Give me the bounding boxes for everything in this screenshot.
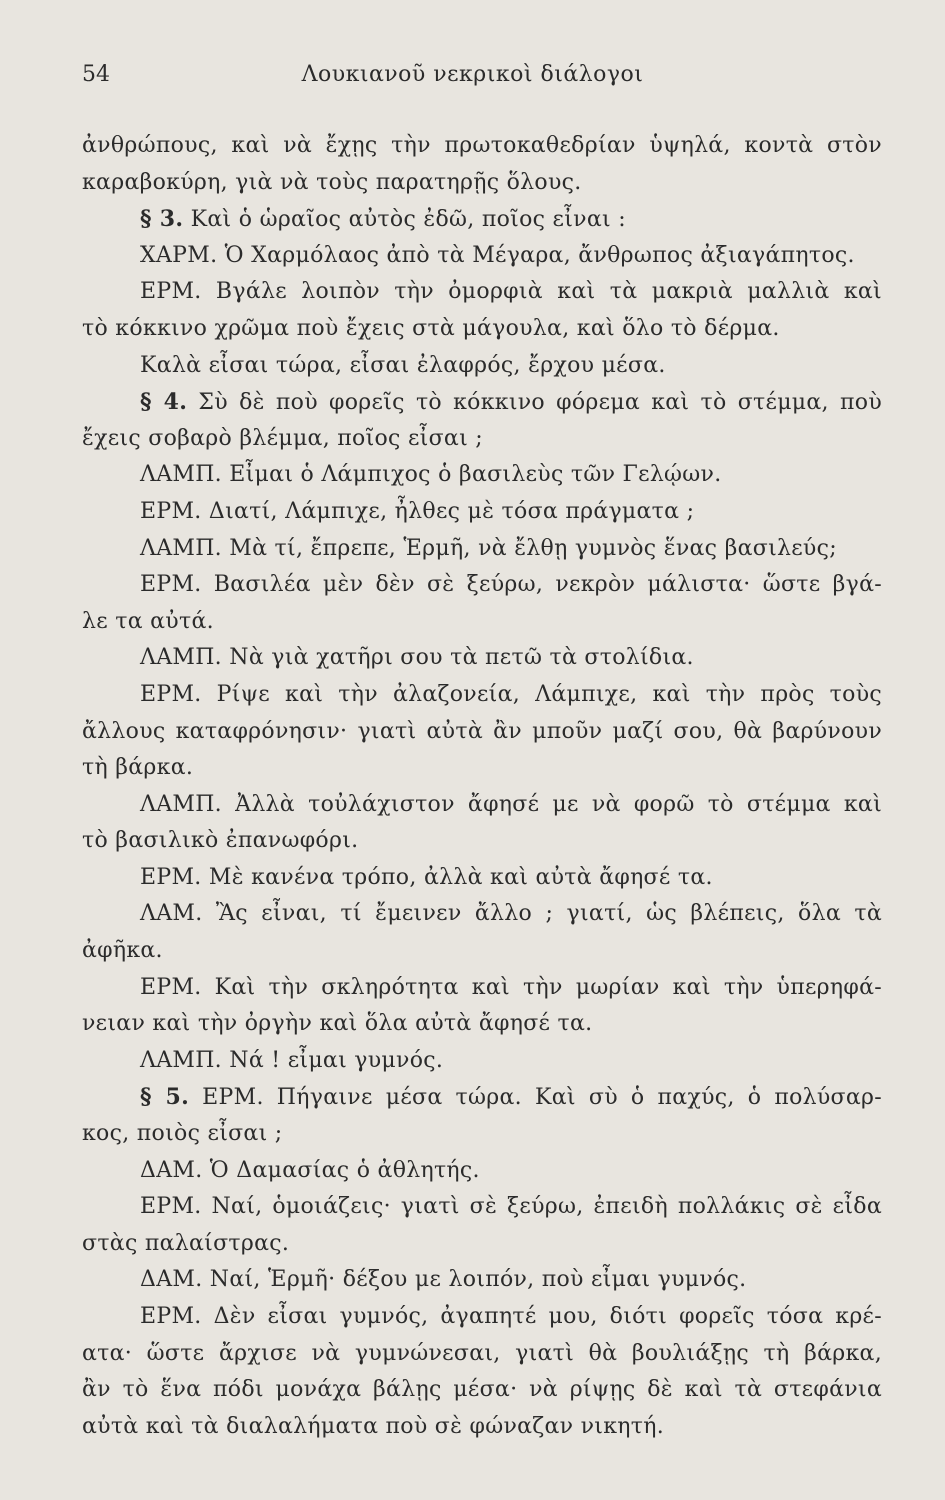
- text-line: [82, 714, 882, 751]
- text-line: [82, 238, 882, 275]
- line-text: ἔχεις σοβαρὸ βλέμμα, ποῖος εἶσαι ;: [82, 425, 484, 451]
- line-text: ἀνθρώπους, καὶ νὰ ἔχῃς τὴν πρωτοκαθεδρίαν ὑψηλά, κοντὰ στὸν: [82, 133, 882, 158]
- line-text: ΛΑΜΠ. Μὰ τί, ἔπρεπε, Ἑρμῆ, νὰ ἔλθῃ γυμνὸς ἕνας βασιλεύς;: [140, 535, 837, 561]
- page-header: [82, 62, 863, 92]
- line-text: ΛΑΜΠ. Νά ! εἶμαι γυμνός.: [140, 1047, 444, 1073]
- text-line: [82, 531, 882, 568]
- text-line: [82, 311, 882, 348]
- section-mark: § 3.: [140, 206, 184, 233]
- text-line: [82, 165, 882, 202]
- line-text: ΕΡΜ. Πήγαινε μέσα τώρα. Καὶ σὺ ὁ παχύς, ὁ πολύσαρ-: [189, 1085, 882, 1111]
- line-text: ΛΑΜΠ. Νὰ γιὰ χατῆρι σου τὰ πετῶ τὰ στολίδια.: [140, 645, 694, 671]
- section-mark: § 5.: [140, 1084, 190, 1111]
- line-text: ΛΑΜΠ. Ἀλλὰ τοὐλάχιστον ἄφησέ με νὰ φορῶ τὸ στέμμα καὶ: [140, 791, 882, 817]
- body-text: [82, 128, 882, 1445]
- text-line: [82, 787, 882, 824]
- text-line: [82, 677, 882, 714]
- line-text: ΕΡΜ. Βασιλέα μὲν δὲν σὲ ξεύρω, νεκρὸν μάλιστα· ὥστε βγά-: [140, 572, 882, 598]
- text-line: [82, 348, 882, 385]
- text-line: [82, 896, 882, 933]
- text-line: [82, 860, 882, 897]
- line-text: Καὶ ὁ ὡραῖος αὐτὸς ἐδῶ, ποῖος εἶναι :: [183, 207, 626, 233]
- line-text: ΛΑΜΠ. Εἶμαι ὁ Λάμπιχος ὁ βασιλεὺς τῶν Γελῴων.: [140, 462, 722, 488]
- text-line: [82, 128, 882, 165]
- text-line: [82, 1409, 882, 1446]
- text-line: [82, 1079, 882, 1116]
- line-text: ΕΡΜ. Μὲ κανένα τρόπο, ἀλλὰ καὶ αὐτὰ ἄφησέ τα.: [140, 864, 713, 890]
- line-text: ΕΡΜ. Διατί, Λάμπιχε, ἦλθες μὲ τόσα πράγματα ;: [140, 498, 695, 524]
- line-text: κος, ποιὸς εἶσαι ;: [82, 1121, 283, 1147]
- text-line: [82, 1336, 882, 1373]
- text-line: [82, 640, 882, 677]
- text-line: [82, 274, 882, 311]
- text-line: [82, 457, 882, 494]
- text-line: [82, 604, 882, 641]
- text-line: [82, 970, 882, 1007]
- line-text: στὰς παλαίστρας.: [82, 1230, 290, 1256]
- line-text: ΧΑΡΜ. Ὁ Χαρμόλαος ἀπὸ τὰ Μέγαρα, ἄνθρωπος ἀξιαγάπητος.: [140, 242, 855, 268]
- line-text: ΕΡΜ. Καὶ τὴν σκληρότητα καὶ τὴν μωρίαν καὶ τὴν ὑπερηφά-: [140, 974, 882, 1000]
- text-line: [82, 1153, 882, 1190]
- line-text: νειαν καὶ τὴν ὀργὴν καὶ ὅλα αὐτὰ ἄφησέ τα.: [82, 1011, 593, 1037]
- text-line: [82, 201, 882, 238]
- line-text: ἄλλους καταφρόνησιν· γιατὶ αὐτὰ ἂν μποῦν μαζί σου, θὰ βαρύνουν: [82, 718, 882, 744]
- line-text: ΔΑΜ. Ὁ Δαμασίας ὁ ἀθλητής.: [140, 1157, 480, 1183]
- text-line: [82, 1043, 882, 1080]
- line-text: ΕΡΜ. Ρίψε καὶ τὴν ἀλαζονεία, Λάμπιχε, καὶ τὴν πρὸς τοὺς: [140, 681, 882, 707]
- text-line: [82, 1299, 882, 1336]
- line-text: λε τα αὐτά.: [82, 608, 214, 634]
- text-line: [82, 1116, 882, 1153]
- line-text: ΕΡΜ. Βγάλε λοιπὸν τὴν ὀμορφιὰ καὶ τὰ μακριὰ μαλλιὰ καὶ: [140, 279, 882, 305]
- section-mark: § 4.: [140, 389, 188, 416]
- text-line: [82, 567, 882, 604]
- line-text: ατα· ὥστε ἄρχισε νὰ γυμνώνεσαι, γιατὶ θὰ βουλιάξῃς τὴ βάρκα,: [82, 1340, 882, 1366]
- line-text: ΔΑΜ. Ναί, Ἑρμῆ· δέξου με λοιπόν, ποὺ εἶμαι γυμνός.: [140, 1267, 747, 1293]
- line-text: ΛΑΜ. Ἂς εἶναι, τί ἔμεινεν ἄλλο ; γιατί, ὡς βλέπεις, ὅλα τὰ: [140, 901, 882, 927]
- line-text: ἂν τὸ ἕνα πόδι μονάχα βάλῃς μέσα· νὰ ρίψῃς δὲ καὶ τὰ στεφάνια: [82, 1377, 882, 1403]
- text-line: [82, 1226, 882, 1263]
- running-title: Λουκιανοῦ νεκρικοὶ διάλογοι: [301, 62, 644, 87]
- line-text: τὸ κόκκινο χρῶμα ποὺ ἔχεις στὰ μάγουλα, καὶ ὅλο τὸ δέρμα.: [82, 315, 780, 341]
- text-line: [82, 1372, 882, 1409]
- line-text: ἀφῆκα.: [82, 938, 163, 964]
- line-text: αὐτὰ καὶ τὰ διαλαλήματα ποὺ σὲ φώναζαν νικητή.: [82, 1413, 665, 1439]
- text-line: [82, 384, 882, 421]
- text-line: [82, 1006, 882, 1043]
- text-line: [82, 494, 882, 531]
- line-text: ΕΡΜ. Δὲν εἶσαι γυμνός, ἀγαπητέ μου, διότι φορεῖς τόσα κρέ-: [140, 1304, 882, 1329]
- page-number: 54: [82, 62, 110, 87]
- text-line: [82, 1262, 882, 1299]
- line-text: τὸ βασιλικὸ ἐπανωφόρι.: [82, 828, 359, 854]
- text-line: [82, 1189, 882, 1226]
- line-text: τὴ βάρκα.: [82, 755, 194, 781]
- text-line: [82, 421, 882, 458]
- line-text: Καλὰ εἶσαι τώρα, εἶσαι ἐλαφρός, ἔρχου μέσα.: [140, 352, 666, 378]
- line-text: ΕΡΜ. Ναί, ὁμοιάζεις· γιατὶ σὲ ξεύρω, ἐπειδὴ πολλάκις σὲ εἶδα: [140, 1194, 882, 1220]
- text-line: [82, 750, 882, 787]
- text-line: [82, 823, 882, 860]
- line-text: Σὺ δὲ ποὺ φορεῖς τὸ κόκκινο φόρεμα καὶ τὸ στέμμα, ποὺ: [187, 390, 882, 416]
- text-line: [82, 933, 882, 970]
- line-text: καραβοκύρη, γιὰ νὰ τοὺς παρατηρῇς ὅλους.: [82, 169, 582, 195]
